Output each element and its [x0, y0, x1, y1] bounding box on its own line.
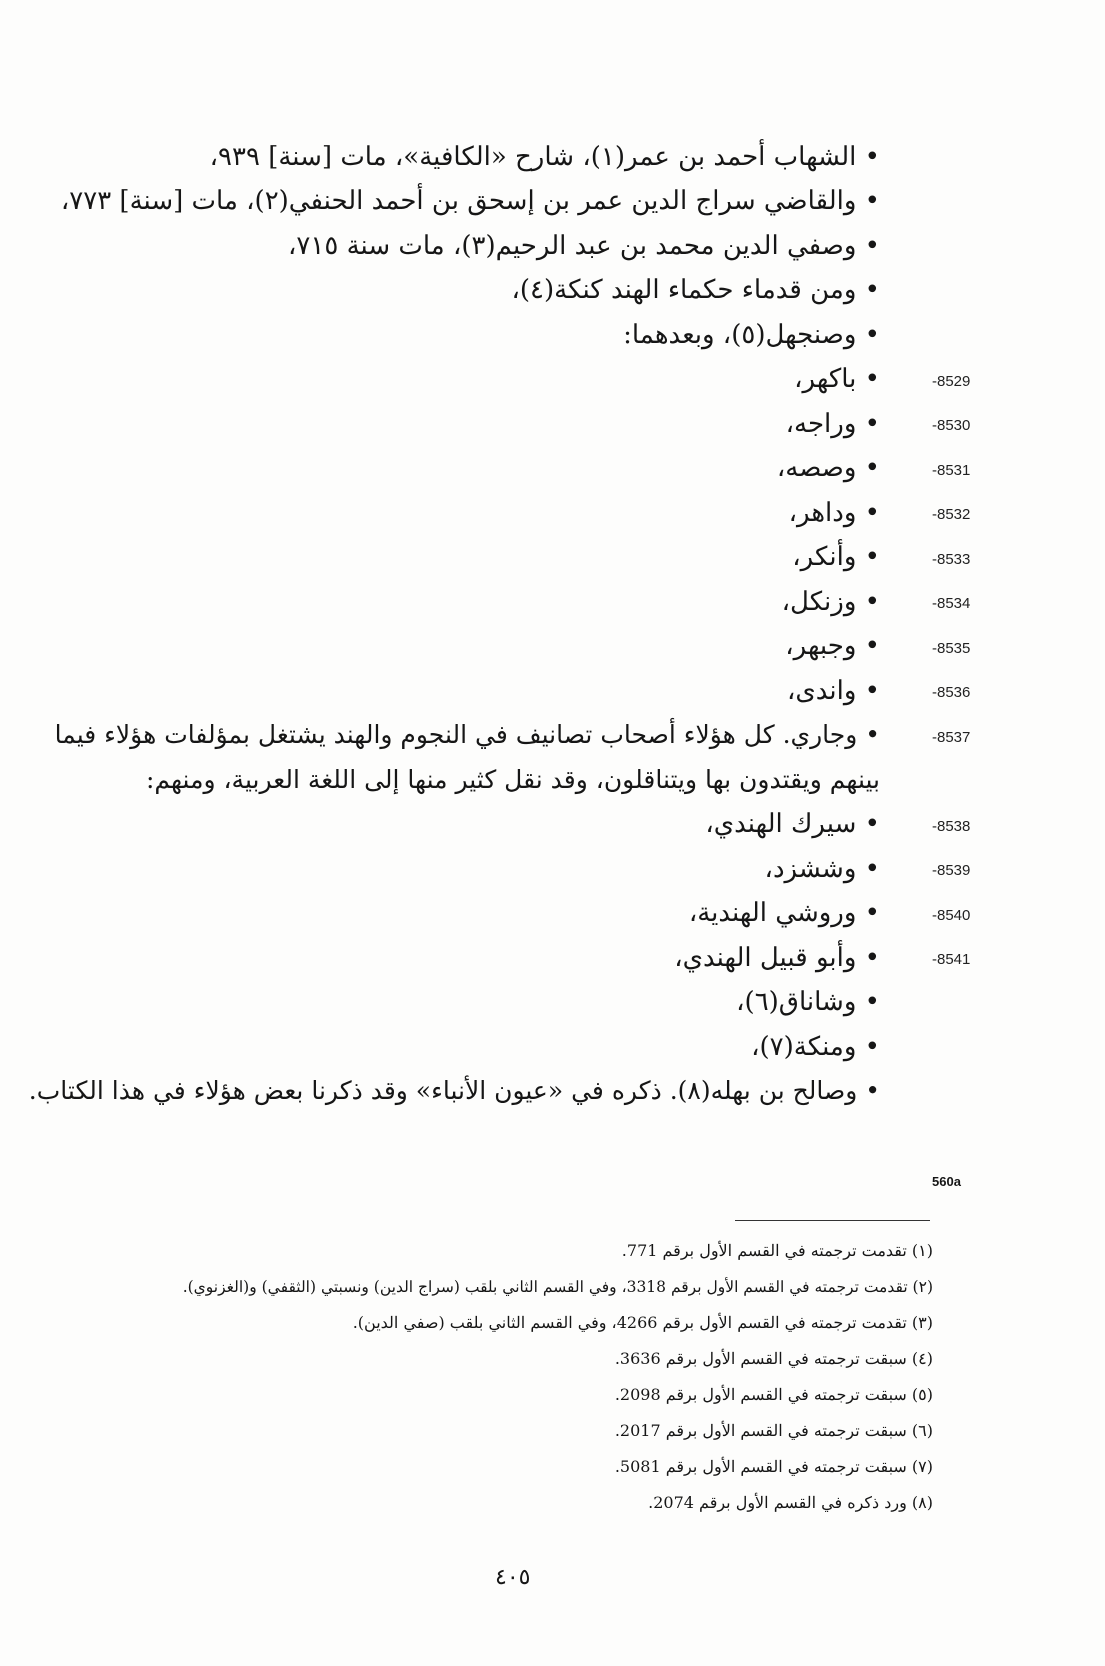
body-line: • وشاناق(٦)، [736, 987, 880, 1017]
entry-text: • وصصه، [776, 453, 880, 483]
entry-text: • وراجه، [785, 409, 880, 439]
entry-number: -8539 [932, 862, 971, 879]
footnote: (٥) سبقت ترجمته في القسم الأول برقم 2098. [614, 1385, 933, 1404]
footnote: (٧) سبقت ترجمته في القسم الأول برقم 5081. [614, 1457, 933, 1476]
entry-number: -8530 [932, 417, 971, 434]
entry-text: • وأنكر، [792, 542, 880, 572]
entry-text: • وجاري. كل هؤلاء أصحاب تصانيف في النجوم والهند يشتغل بمؤلفات هؤلاء فيما [54, 720, 880, 749]
entry-number: -8538 [932, 818, 971, 835]
entry-text: • وزنكل، [781, 587, 880, 617]
body-line: • وصنجهل(٥)، وبعدهما: [623, 320, 880, 350]
body-line: • والقاضي سراج الدين عمر بن إسحق بن أحمد الحنفي(٢)، مات [سنة] ٧٧٣، [60, 186, 880, 216]
body-line: • وصالح بن بهله(٨). ذكره في «عيون الأنباء» وقد ذكرنا بعض هؤلاء في هذا الكتاب. [28, 1076, 880, 1105]
body-line: • ومن قدماء حكماء الهند كنكة(٤)، [511, 275, 880, 305]
footnote: (٦) سبقت ترجمته في القسم الأول برقم 2017. [614, 1421, 933, 1440]
entry-number: -8537 [932, 729, 971, 746]
entry-number: -8532 [932, 506, 971, 523]
entry-number: -8541 [932, 951, 971, 968]
entry-number: -8531 [932, 462, 971, 479]
body-line: • ومنكة(٧)، [751, 1032, 880, 1062]
entry-number: -8540 [932, 907, 971, 924]
continuation-line: بينهم ويقتدون بها ويتناقلون، وقد نقل كثير منها إلى اللغة العربية، ومنهم: [145, 765, 880, 794]
entry-number: -8529 [932, 373, 971, 390]
entry-text: • سيرك الهندي، [705, 809, 880, 839]
entry-text: • واندى، [786, 676, 880, 706]
entry-text: • وجبهر، [785, 631, 880, 661]
footnote: (٢) تقدمت ترجمته في القسم الأول برقم 3318، وفي القسم الثاني بلقب (سراج الدين) ونسبتي (الثقفي) و(الغزنوي). [182, 1278, 933, 1296]
footnote: (٨) ورد ذكره في القسم الأول برقم 2074. [648, 1493, 933, 1512]
margin-marker: 560a [932, 1174, 961, 1189]
entry-text: • وششزد، [764, 854, 880, 884]
footnote-separator [735, 1220, 930, 1221]
entry-number: -8535 [932, 640, 971, 657]
body-line: • وصفي الدين محمد بن عبد الرحيم(٣)، مات سنة ٧١٥، [288, 231, 880, 261]
footnote: (٤) سبقت ترجمته في القسم الأول برقم 3636. [614, 1349, 933, 1368]
entry-number: -8534 [932, 595, 971, 612]
body-line: • الشهاب أحمد بن عمر(١)، شارح «الكافية»، مات [سنة] ٩٣٩، [209, 142, 880, 172]
entry-text: • وأبو قبيل الهندي، [674, 943, 880, 973]
footnote: (٣) تقدمت ترجمته في القسم الأول برقم 4266، وفي القسم الثاني بلقب (صفي الدين). [352, 1313, 933, 1332]
page-number: ٤٠٥ [495, 1565, 531, 1590]
entry-number: -8536 [932, 684, 971, 701]
entry-text: • وداهر، [788, 498, 880, 528]
entry-text: • وروشي الهندية، [688, 898, 880, 928]
entry-text: • باكهر، [794, 364, 880, 394]
footnote: (١) تقدمت ترجمته في القسم الأول برقم 771. [621, 1241, 933, 1260]
entry-number: -8533 [932, 551, 971, 568]
